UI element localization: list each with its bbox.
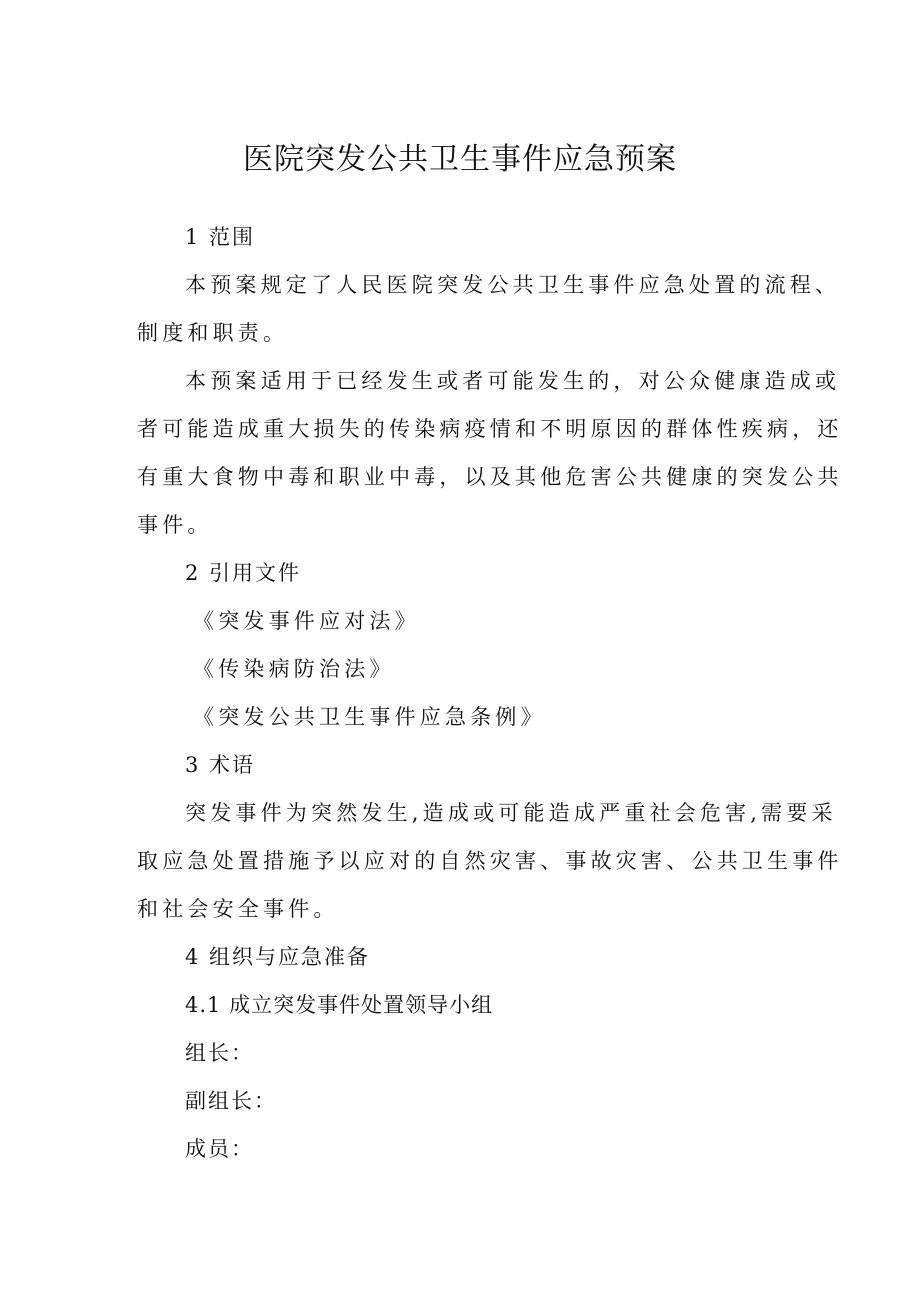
section-4-1-heading: 4.1 成立突发事件处置领导小组 bbox=[185, 993, 494, 1017]
scope-paragraph-2-line-1: 本预案适用于已经发生或者可能发生的，对公众健康造成或 bbox=[185, 369, 841, 393]
section-2-heading: 2 引用文件 bbox=[185, 561, 302, 585]
scope-paragraph-2-line-2: 者可能造成重大损失的传染病疫情和不明原因的群体性疾病，还 bbox=[137, 417, 843, 441]
scope-paragraph-2-line-3: 有重大食物中毒和职业中毒，以及其他危害公共健康的突发公共 bbox=[137, 465, 843, 489]
document-title: 医院突发公共卫生事件应急预案 bbox=[243, 142, 677, 177]
terms-paragraph-line-1: 突发事件为突然发生,造成或可能造成严重社会危害,需要采 bbox=[185, 801, 837, 825]
reference-document-1: 《突发事件应对法》 bbox=[193, 609, 420, 633]
terms-paragraph-line-3: 和社会安全事件。 bbox=[137, 897, 339, 921]
reference-document-2: 《传染病防治法》 bbox=[193, 657, 395, 681]
section-3-heading: 3 术语 bbox=[185, 753, 256, 777]
terms-paragraph-line-2: 取应急处置措施予以应对的自然灾害、事故灾害、公共卫生事件 bbox=[137, 849, 843, 873]
members-label: 成员： bbox=[185, 1137, 254, 1161]
team-leader-label: 组长： bbox=[185, 1041, 254, 1065]
scope-paragraph-1-line-2: 制度和职责。 bbox=[137, 321, 289, 345]
scope-paragraph-2-line-4: 事件。 bbox=[137, 513, 213, 537]
scope-paragraph-1-line-1: 本预案规定了人民医院突发公共卫生事件应急处置的流程、 bbox=[185, 273, 841, 297]
section-1-heading: 1 范围 bbox=[185, 225, 256, 249]
section-4-heading: 4 组织与应急准备 bbox=[185, 945, 371, 969]
deputy-team-leader-label: 副组长： bbox=[185, 1089, 277, 1113]
reference-document-3: 《突发公共卫生事件应急条例》 bbox=[193, 705, 546, 729]
